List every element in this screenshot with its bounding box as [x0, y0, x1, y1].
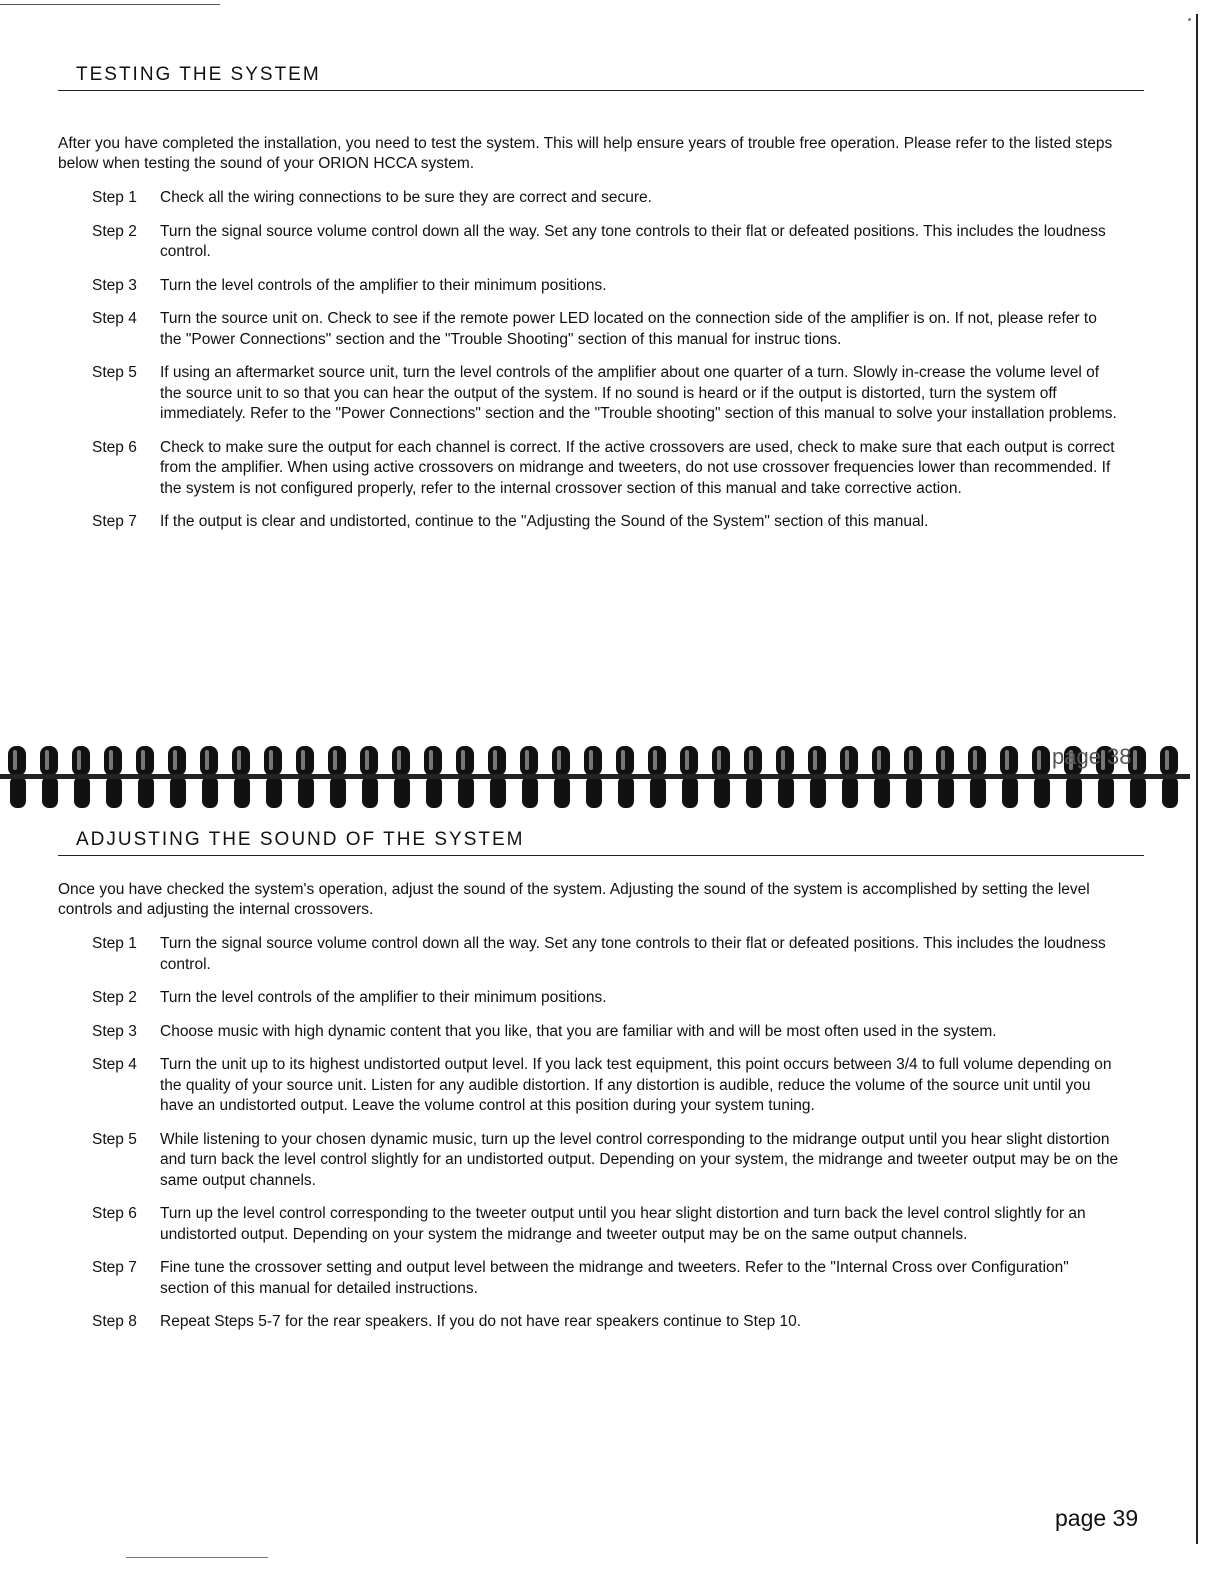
step-label: Step 4 [92, 310, 137, 327]
step-label: Step 6 [92, 438, 137, 456]
step-text: If the output is clear and undistorted, continue to the "Adjusting the Sound of the System" section of this manual. [160, 513, 929, 530]
scan-mark [1188, 18, 1191, 21]
step-item [92, 363, 1122, 425]
step-label: Step 2 [92, 989, 137, 1006]
step-label: Step 1 [92, 935, 137, 952]
step-label: Step 3 [92, 1022, 137, 1040]
step-label: Step 5 [92, 1130, 137, 1148]
step-text: Turn the signal source volume control down all the way. Set any tone controls to their flat or defeated positions. This includes the loudness control. [160, 222, 1106, 260]
binding-bar [0, 774, 1190, 779]
step-label: Step 3 [92, 276, 137, 294]
step-text: While listening to your chosen dynamic music, turn up the level control corresponding to the midrange output until you hear slight distortion and turn back the level control slightly for an undistorted output. Depending on your system, the midrange and tweeter output may be on the same output channels. [160, 1130, 1119, 1189]
step-text: Repeat Steps 5-7 for the rear speakers. If you do not have rear speakers continue to Step 10. [160, 1313, 802, 1330]
step-text: Fine tune the crossover setting and output level between the midrange and tweeters. Refer to the "Internal Cross over Configuration" section of this manual for detailed instructions. [160, 1259, 1069, 1297]
section-intro-testing: After you have completed the installation, you need to test the system. This will help ensure years of trouble free operation. Please refer to the listed steps below when testing the sound of your ORION HCCA system. [58, 135, 1113, 172]
page-edge-line [1196, 14, 1198, 1544]
step-text: Choose music with high dynamic content that you like, that you are familiar with and will be most often used in the system. [160, 1022, 997, 1040]
step-item [92, 1312, 1122, 1333]
step-text: Turn the signal source volume control down all the way. Set any tone controls to their flat or defeated positions. This includes the loudness control. [160, 935, 1106, 973]
bottom-rule [126, 1557, 268, 1558]
step-item [92, 1258, 1122, 1299]
step-label: Step 4 [92, 1056, 137, 1073]
step-text: Turn the level controls of the amplifier to their minimum positions. [160, 276, 607, 294]
step-item [92, 1055, 1122, 1117]
step-item [92, 222, 1122, 263]
step-item [92, 188, 1122, 209]
step-label: Step 7 [92, 513, 137, 530]
top-rule [0, 4, 220, 5]
step-label: Step 2 [92, 222, 137, 240]
section-title-adjusting: ADJUSTING THE SOUND OF THE SYSTEM [58, 829, 1144, 856]
page-number: page 39 [1055, 1505, 1139, 1531]
step-text: Turn up the level control corresponding to the tweeter output until you hear slight distortion and turn back the level control slightly for an undistorted output. Depending on your system the midrange and tweeter output may be on the same output channels. [160, 1205, 1086, 1243]
spiral-binding [0, 740, 1190, 814]
step-item [92, 1022, 1122, 1043]
step-item [92, 512, 1122, 533]
section-title-testing: TESTING THE SYSTEM [58, 64, 1144, 91]
step-label: Step 1 [92, 189, 137, 206]
step-text: Turn the level controls of the amplifier to their minimum positions. [160, 989, 607, 1006]
step-label: Step 7 [92, 1259, 137, 1276]
step-label: Step 5 [92, 364, 137, 381]
step-text: Check to make sure the output for each channel is correct. If the active crossovers are used, check to make sure that each output is correct from the amplifier. When using active crossovers on midrange and tweeters, do not use crossover frequencies lower than recommended. If the system is not configured properly, refer to the internal crossover section of this manual and take corrective action. [160, 438, 1115, 497]
step-text: If using an aftermarket source unit, turn the level controls of the amplifier about one quarter of a turn. Slowly in-crease the volume level of the source unit to so that you can hear the output of the system. If no sound is heard or if the output is distorted, turn the system off immediately. Refer to the "Power Connections" section and the "Trouble shooting" section of this manual to solve your installation problems. [160, 364, 1117, 422]
step-text: Turn the source unit on. Check to see if the remote power LED located on the connection side of the amplifier is on. If not, please refer to the "Power Connections" section and the "Trouble Shooting" section of this manual for instruc tions. [160, 310, 1097, 348]
step-item [92, 1204, 1122, 1245]
steps-list-adjusting [92, 934, 1122, 1346]
step-label: Step 6 [92, 1205, 137, 1222]
steps-list-testing [92, 188, 1122, 546]
step-text: Turn the unit up to its highest undistorted output level. If you lack test equipment, this point occurs between 3/4 to full volume depending on the quality of your source unit. Listen for any audible distortion. If any distortion is audible, reduce the volume of the source unit until you have an undistorted output. Leave the volume control at this position during your system tuning. [160, 1056, 1112, 1114]
step-item [92, 988, 1122, 1009]
step-item [92, 1130, 1122, 1192]
section-intro-adjusting: Once you have checked the system's operation, adjust the sound of the system. Adjusting the sound of the system is accomplished by setting the level controls and adjusting the internal crossovers. [58, 881, 1090, 918]
step-item [92, 276, 1122, 297]
step-label: Step 8 [92, 1313, 137, 1330]
step-item [92, 309, 1122, 350]
binding-page-label: page 38 [1052, 744, 1132, 769]
step-item [92, 438, 1122, 500]
step-text: Check all the wiring connections to be sure they are correct and secure. [160, 189, 652, 206]
step-item [92, 934, 1122, 975]
